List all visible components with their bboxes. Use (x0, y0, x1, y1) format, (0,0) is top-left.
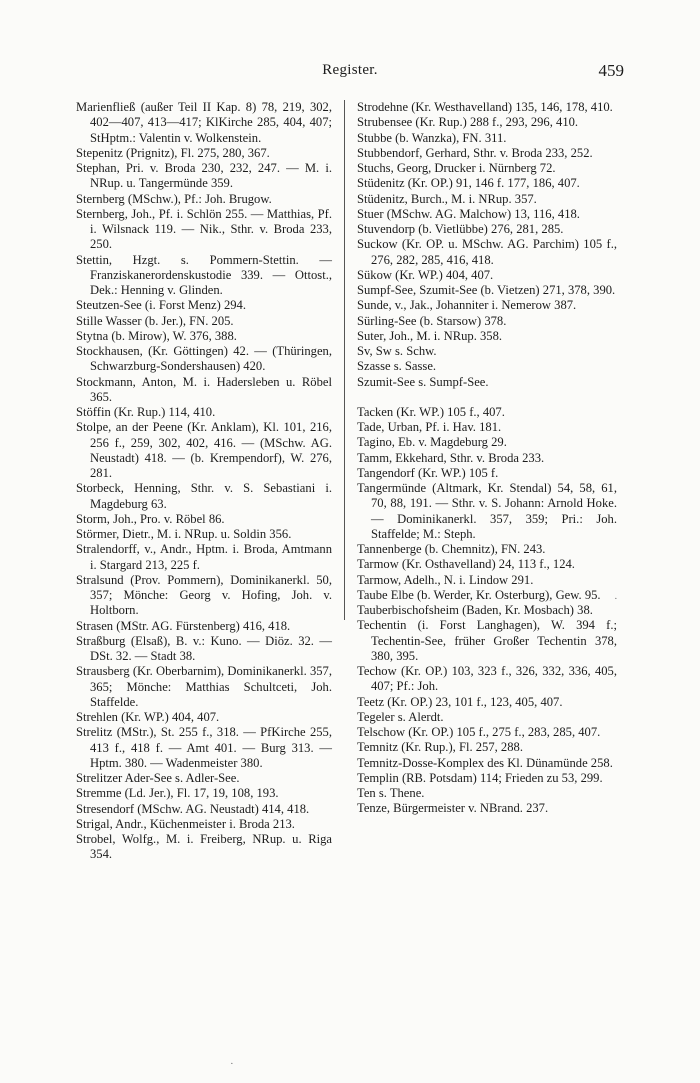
index-entry: Stolpe, an der Peene (Kr. Anklam), Kl. 101, 216, 256 f., 259, 302, 402, 416. — (MSchw. AG. Neustadt) 418. — (b. Krempendorf), W. 276, 281. (76, 420, 332, 480)
index-entry: Sumpf-See, Szumit-See (b. Vietzen) 271, 378, 390. (357, 283, 616, 297)
index-entry: Tannenberge (b. Chemnitz), FN. 243. (357, 542, 546, 556)
index-entry: Stresendorf (MSchw. AG. Neustadt) 414, 418. (76, 801, 310, 816)
index-entry: Szasse s. Sasse. (357, 359, 437, 374)
index-entry: Marienfließ (außer Teil II Kap. 8) 78, 219, 302, 402—407, 413—417; KlKirche 285, 404, 407; StHptm.: Valentin v. Wolkenstein. (76, 100, 332, 145)
index-entry: Tangendorf (Kr. WP.) 105 f. (357, 465, 499, 480)
index-entry: Tangermünde (Altmark, Kr. Stendal) 54, 58, 61, 70, 88, 191. — Sthr. v. S. Johann: Arnold Hoke. — Dominikanerkl. 357, 359; Pri.: Joh. Staffelde; M.: Steph. (357, 481, 617, 541)
index-entry: Stüdenitz (Kr. OP.) 91, 146 f. 177, 186, 407. (357, 176, 580, 191)
index-entry: Tenze, Bürgermeister v. NBrand. 237. (357, 801, 549, 816)
index-entry: Stepenitz (Prignitz), Fl. 275, 280, 367. (76, 145, 270, 160)
column-divider (344, 100, 345, 620)
index-entry: Suckow (Kr. OP. u. MSchw. AG. Parchim) 105 f., 276, 282, 285, 416, 418. (357, 237, 617, 267)
index-entry: Tade, Urban, Pf. i. Hav. 181. (357, 420, 502, 434)
index-entry: Stettin, Hzgt. s. Pommern-Stettin. — Franziskanerordenskustodie 339. — Ottost., Dek.: Henning v. Glinden. (76, 252, 332, 297)
index-entry: Temnitz-Dosse-Komplex des Kl. Dünamünde 258. (357, 755, 613, 770)
scan-speck: · (614, 593, 618, 605)
index-entry: Suter, Joh., M. i. NRup. 358. (357, 328, 503, 343)
index-entry: Stralendorff, v., Andr., Hptm. i. Broda, Amtmann i. Stargard 213, 225 f. (76, 542, 332, 572)
index-entry: Strigal, Andr., Küchenmeister i. Broda 213. (76, 816, 295, 831)
index-entry: Sükow (Kr. WP.) 404, 407. (357, 267, 494, 282)
index-entry: Stuer (MSchw. AG. Malchow) 13, 116, 418. (357, 206, 580, 221)
index-entry: Stralsund (Prov. Pommern), Dominikanerkl. 50, 357; Mönche: Georg v. Hofing, Joh. v. Holtborn. (76, 572, 332, 618)
index-entry: Tacken (Kr. WP.) 105 f., 407. (357, 404, 505, 419)
index-entry: Strubensee (Kr. Rup.) 288 f., 293, 296, 410. (357, 115, 579, 130)
index-entry: Strobel, Wolfg., M. i. Freiberg, NRup. u. Riga 354. (76, 832, 332, 862)
index-entry: Stubbendorf, Gerhard, Sthr. v. Broda 233, 252. (357, 145, 593, 160)
index-entry: Teetz (Kr. OP.) 23, 101 f., 123, 405, 407. (357, 694, 563, 709)
index-entry: Techentin (i. Forst Langhagen), W. 394 f.; Techentin-See, früher Großer Techentin 378, 380, 395. (357, 618, 617, 663)
index-entry: Telschow (Kr. OP.) 105 f., 275 f., 283, 285, 407. (357, 725, 601, 739)
index-entry: Stremme (Ld. Jer.), Fl. 17, 19, 108, 193. (76, 786, 279, 801)
index-entry: Straßburg (Elsaß), B. v.: Kuno. — Diöz. 32. — DSt. 32. — Stadt 38. (76, 633, 332, 663)
section-gap (357, 390, 617, 405)
index-entry: Storbeck, Henning, Sthr. v. S. Sebastiani i. Magdeburg 63. (76, 481, 332, 511)
index-entry: Tauberbischofsheim (Baden, Kr. Mosbach) 38. (357, 603, 593, 617)
index-entry: Tegeler s. Alerdt. (357, 709, 444, 724)
index-entry: Tarmow (Kr. Osthavelland) 24, 113 f., 124. (357, 557, 575, 572)
index-entry: Strodehne (Kr. Westhavelland) 135, 146, 178, 410. (357, 100, 613, 114)
index-entry: Techow (Kr. OP.) 103, 323 f., 326, 332, 336, 405, 407; Pf.: Joh. (357, 664, 617, 694)
scan-speck: · (230, 1058, 234, 1070)
index-entry: Stockhausen, (Kr. Göttingen) 42. — (Thüringen, Schwarzburg-Sondershausen) 420. (76, 344, 332, 374)
index-entry: Strehlen (Kr. WP.) 404, 407. (76, 710, 220, 724)
left-column (76, 100, 332, 863)
index-entry: Storm, Joh., Pro. v. Röbel 86. (76, 511, 225, 526)
index-entry: Sternberg, Joh., Pf. i. Schlön 255. — Matthias, Pf. i. Wilsnack 119. — Nik., Sthr. v. Broda 233, 250. (76, 206, 332, 252)
index-entry: Strasen (MStr. AG. Fürstenberg) 416, 418. (76, 618, 291, 633)
page-header (76, 62, 624, 86)
index-entry: Stüdenitz, Burch., M. i. NRup. 357. (357, 191, 537, 206)
index-entry: Ten s. Thene. (357, 786, 425, 800)
index-entry: Tarmow, Adelh., N. i. Lindow 291. (357, 572, 534, 587)
index-entry: Sunde, v., Jak., Johanniter i. Nemerow 387. (357, 298, 577, 313)
index-entry: Sürling-See (b. Starsow) 378. (357, 313, 507, 328)
index-entry: Steutzen-See (i. Forst Menz) 294. (76, 298, 246, 313)
index-entry: Temnitz (Kr. Rup.), Fl. 257, 288. (357, 740, 523, 755)
index-entry: Strausberg (Kr. Oberbarnim), Dominikanerkl. 357, 365; Mönche: Matthias Schultceti, Joh. Staffelde. (76, 664, 332, 709)
index-entry: Stephan, Pri. v. Broda 230, 232, 247. — M. i. NRup. u. Tangermünde 359. (76, 161, 332, 191)
right-column (357, 100, 617, 817)
index-entry: Sternberg (MSchw.), Pf.: Joh. Brugow. (76, 191, 272, 206)
index-entry: Stockmann, Anton, M. i. Hadersleben u. Röbel 365. (76, 374, 332, 404)
index-entry: Stubbe (b. Wanzka), FN. 311. (357, 130, 507, 145)
index-entry: Taube Elbe (b. Werder, Kr. Osterburg), Gew. 95. (357, 587, 601, 602)
index-entry: Stille Wasser (b. Jer.), FN. 205. (76, 313, 234, 328)
index-entry: Stöffin (Kr. Rup.) 114, 410. (76, 405, 216, 419)
index-entry: Tamm, Ekkehard, Sthr. v. Broda 233. (357, 450, 545, 465)
index-entry: Strelitz (MStr.), St. 255 f., 318. — PfKirche 255, 413 f., 418 f. — Amt 401. — Burg 313. — Hptm. 380. — Wadenmeister 380. (76, 725, 332, 770)
page-number: 459 (598, 61, 624, 80)
index-entry: Szumit-See s. Sumpf-See. (357, 374, 489, 389)
index-entry: Stuvendorp (b. Vietlübbe) 276, 281, 285. (357, 222, 564, 236)
index-entry: Stytna (b. Mirow), W. 376, 388. (76, 328, 237, 343)
index-entry: Stuchs, Georg, Drucker i. Nürnberg 72. (357, 161, 556, 175)
index-entry: Templin (RB. Potsdam) 114; Frieden zu 53, 299. (357, 770, 603, 785)
index-entry: Sv, Sw s. Schw. (357, 344, 437, 358)
index-entry: Störmer, Dietr., M. i. NRup. u. Soldin 356. (76, 527, 292, 541)
running-head: Register. (322, 62, 378, 78)
index-entry: Tagino, Eb. v. Magdeburg 29. (357, 435, 507, 450)
index-entry: Strelitzer Ader-See s. Adler-See. (76, 771, 240, 785)
